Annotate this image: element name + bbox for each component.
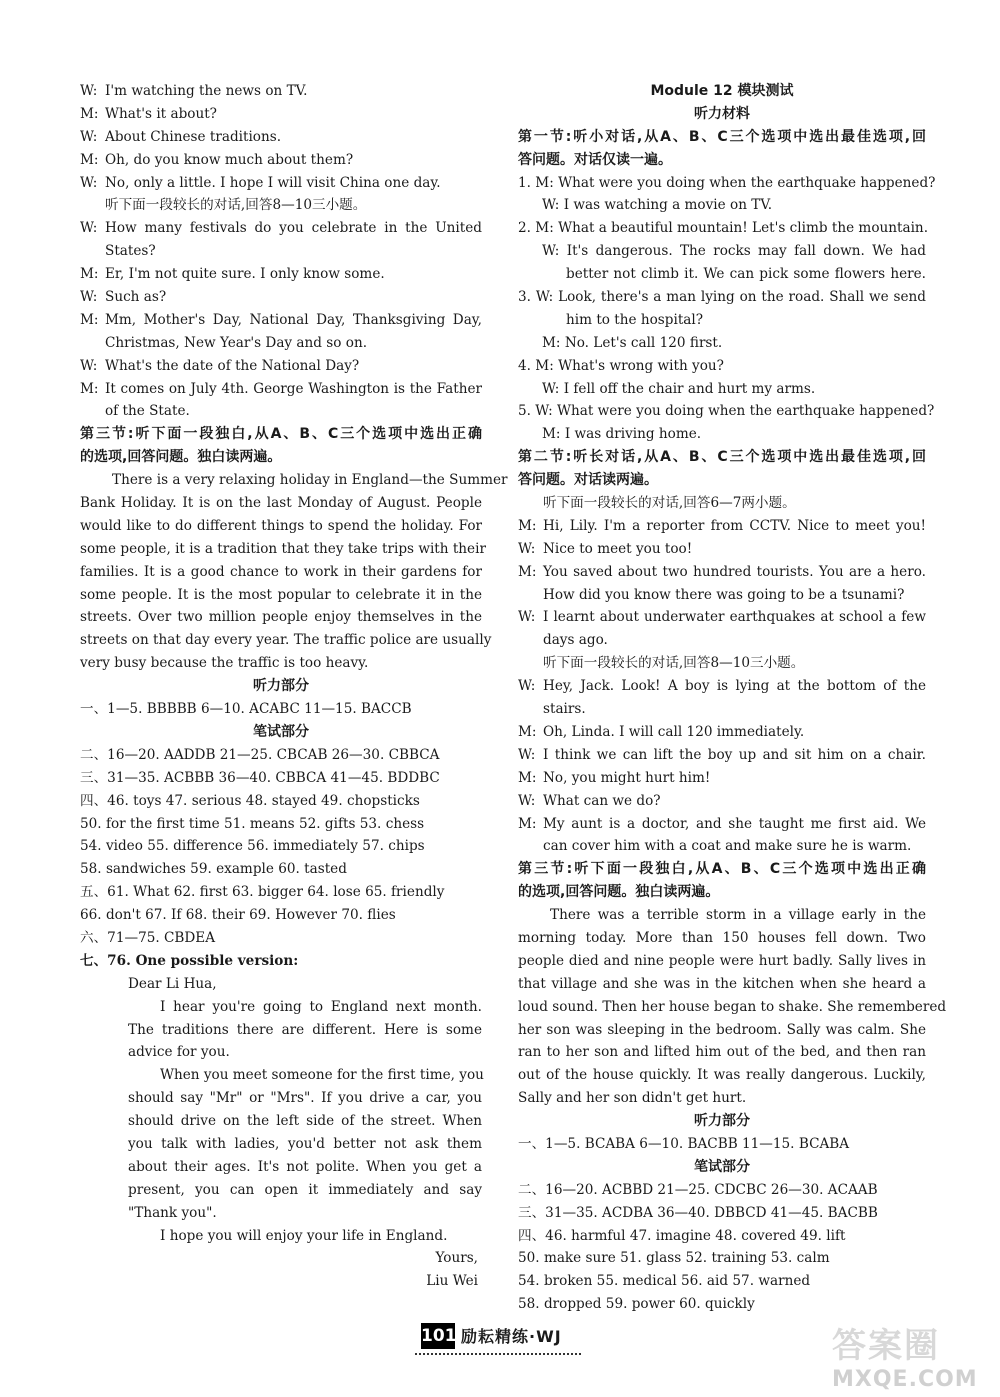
text-line — [518, 721, 926, 744]
line-text: Hey, Jack. Look! A boy is lying at the bottom of the — [543, 678, 926, 695]
text-line — [80, 126, 482, 149]
text-line — [518, 767, 926, 790]
line-text: streets. Over two million people enjoy themselves in the — [80, 609, 482, 626]
line-text: people died and nine people were hurt badly. Sally lives in — [518, 952, 926, 969]
speaker-label: W: — [80, 289, 98, 306]
line-text: What can we do? — [543, 792, 661, 809]
line-text: 2. M: What a beautiful mountain! Let's climb the mountain. — [518, 220, 929, 237]
text-line — [518, 1293, 926, 1316]
line-text: 笔试部分 — [253, 723, 309, 740]
line-text: States? — [105, 243, 156, 260]
text-line — [518, 744, 926, 767]
text-line — [518, 652, 926, 675]
speaker-label: M: — [518, 517, 537, 534]
line-text: 一、1—5. BCABA 6—10. BACBB 11—15. BCABA — [518, 1135, 850, 1152]
speaker-label: M: — [80, 266, 99, 283]
speaker-label: W: — [518, 540, 536, 557]
text-line — [518, 881, 926, 904]
line-text: families. It is a good chance to work in their gardens for — [80, 563, 482, 580]
speaker-label: W: — [80, 174, 98, 191]
line-text: 答问题。对话仅读一遍。 — [518, 151, 672, 168]
text-line — [518, 400, 935, 423]
line-text: About Chinese traditions. — [105, 128, 282, 145]
line-text: 3. W: Look, there's a man lying on the road. Shall we send — [518, 289, 926, 306]
line-text: 5. W: What were you doing when the earthquake happened? — [518, 403, 935, 420]
text-line — [518, 1179, 926, 1202]
line-text: you talk with ladies, you'd better not ask them — [128, 1135, 482, 1152]
speaker-label: W: — [80, 83, 98, 99]
text-line — [80, 355, 482, 378]
line-text: can cover him with a coat and make sure he is warm. — [543, 838, 912, 855]
line-text: 第一节:听小对话,从A、B、C三个选项中选出最佳选项,回 — [518, 128, 926, 145]
text-line — [80, 927, 482, 950]
line-text: Module 12 模块测试 — [650, 83, 794, 99]
text-line — [518, 835, 926, 858]
text-line — [518, 950, 926, 973]
line-text: 54. broken 55. medical 56. aid 57. warned — [518, 1273, 811, 1290]
line-text: 50. for the first time 51. means 52. gifts 53. chess — [80, 815, 425, 832]
text-line — [518, 1133, 926, 1156]
line-text: Liu Wei — [426, 1273, 478, 1290]
speaker-label: M: — [80, 105, 99, 122]
text-line — [518, 904, 926, 927]
line-text: ran to her son and lifted him out of the bed, and then ran — [518, 1044, 926, 1061]
text-line — [518, 996, 947, 1019]
text-line — [80, 835, 482, 858]
text-line — [518, 606, 926, 629]
line-text: 一、1—5. BBBBB 6—10. ACABC 11—15. BACCB — [80, 701, 412, 718]
line-text: You saved about two hundred tourists. You are a hero. — [543, 563, 926, 580]
text-line — [518, 194, 926, 217]
line-text: 四、46. toys 47. serious 48. stayed 49. chopsticks — [80, 792, 420, 809]
line-text: stairs. — [543, 701, 586, 718]
text-line — [80, 400, 482, 423]
speaker-label: M: — [80, 380, 99, 397]
speaker-label: W: — [518, 746, 536, 763]
line-text: M: No. Let's call 120 first. — [542, 334, 723, 351]
text-line — [80, 1247, 482, 1270]
line-text: 第三节:听下面一段独白,从A、B、C三个选项中选出正确 — [80, 426, 482, 443]
line-text: W: I fell off the chair and hurt my arms. — [542, 380, 816, 397]
line-text: of the State. — [105, 403, 190, 420]
line-text: I hear you're going to England next month. — [160, 998, 482, 1015]
text-line — [518, 1247, 926, 1270]
line-text: 的选项,回答问题。独白读两遍。 — [80, 449, 282, 466]
text-line — [518, 1156, 926, 1179]
text-line — [80, 194, 482, 217]
line-text: should say "Mr" or "Mrs". If you drive a car, you — [128, 1090, 482, 1107]
text-line — [80, 744, 482, 767]
text-line — [80, 698, 482, 721]
speaker-label: W: — [80, 357, 98, 374]
line-text: some people. It is the most popular to celebrate it in the — [80, 586, 482, 603]
line-text: 答问题。对话读两遍。 — [518, 472, 658, 489]
page-number: 101 — [421, 1323, 455, 1349]
text-line — [518, 973, 926, 996]
line-text: What's it about? — [105, 105, 217, 122]
text-line — [518, 149, 926, 172]
text-line — [80, 217, 482, 240]
line-text: M: I was driving home. — [542, 426, 702, 443]
text-line — [518, 698, 926, 721]
line-text: 听下面一段较长的对话,回答8—10三小题。 — [105, 197, 367, 214]
text-line — [518, 286, 926, 309]
right-column — [518, 80, 947, 1316]
page-footer — [415, 1321, 585, 1361]
text-line — [518, 1064, 926, 1087]
text-line — [80, 492, 482, 515]
line-text: 五、61. What 62. first 63. bigger 64. lose 65. friendly — [80, 884, 445, 901]
speaker-label: W: — [518, 609, 536, 626]
text-line — [80, 538, 486, 561]
text-line — [80, 1270, 482, 1293]
text-line — [80, 309, 482, 332]
line-text: 58. dropped 59. power 60. quickly — [518, 1296, 755, 1313]
brand-label: 励耘精练·WJ — [461, 1327, 562, 1346]
line-text: 二、16—20. ACBBD 21—25. CDCBC 26—30. ACAAB — [518, 1181, 878, 1198]
text-line — [80, 332, 482, 355]
line-text: 二、16—20. AADDB 21—25. CBCAB 26—30. CBBCA — [80, 746, 440, 763]
line-text: 听力部分 — [694, 1113, 750, 1130]
text-line — [80, 1225, 482, 1248]
watermark-url: MXQE.COM — [832, 1367, 978, 1392]
text-line — [518, 492, 926, 515]
text-line — [518, 584, 926, 607]
line-text: loud sound. Then her house began to shake. She remembered — [518, 998, 947, 1015]
text-line — [80, 1179, 482, 1202]
line-text: 1. M: What were you doing when the earthquake happened? — [518, 174, 936, 191]
text-line — [80, 80, 482, 103]
text-line — [518, 1087, 926, 1110]
line-text: When you meet someone for the first time, you — [160, 1067, 484, 1084]
text-line — [80, 1041, 482, 1064]
line-text: 听力部分 — [253, 678, 309, 695]
line-text: 第三节:听下面一段独白,从A、B、C三个选项中选出正确 — [518, 861, 926, 878]
text-line — [80, 515, 482, 538]
line-text: My aunt is a doctor, and she taught me first aid. We — [543, 815, 926, 832]
line-text: I think we can lift the boy up and sit him on a chair. — [543, 746, 926, 763]
text-line — [80, 881, 482, 904]
line-text: morning today. More than 150 houses fell down. Two — [518, 929, 926, 946]
line-text: some people, it is a tradition that they take trips with their — [80, 540, 486, 557]
text-line — [80, 1156, 482, 1179]
line-text: present, you can open it immediately and say — [128, 1181, 482, 1198]
line-text: Bank Holiday. It is on the last Monday of August. People — [80, 495, 482, 512]
line-text: There is a very relaxing holiday in England—the Summer — [112, 472, 508, 489]
text-line — [518, 126, 926, 149]
text-line — [518, 790, 926, 813]
text-line — [80, 561, 482, 584]
text-line — [518, 446, 926, 469]
text-line — [518, 1202, 926, 1225]
line-text: out of the house quickly. It was really dangerous. Luckily, — [518, 1067, 926, 1084]
footer-divider — [415, 1353, 581, 1355]
line-text: better not climb it. We can pick some flowers here. — [566, 266, 926, 283]
speaker-label: M: — [80, 311, 99, 328]
line-text: Hi, Lily. I'm a reporter from CCTV. Nice to meet you! — [543, 517, 926, 534]
text-line — [80, 904, 482, 927]
line-text: her son was sleeping in the bedroom. Sally was calm. She — [518, 1021, 926, 1038]
line-text: Yours, — [435, 1250, 478, 1267]
text-line — [80, 149, 482, 172]
text-line — [518, 858, 926, 881]
line-text: No, only a little. I hope I will visit China one day. — [105, 174, 441, 191]
text-line — [518, 515, 926, 538]
line-text: about their ages. It's not polite. When you get a — [128, 1158, 482, 1175]
line-text: Mm, Mother's Day, National Day, Thanksgiving Day, — [105, 311, 482, 328]
line-text: should drive on the left side of the street. When — [128, 1113, 482, 1130]
text-line — [80, 1133, 482, 1156]
line-text: 笔试部分 — [694, 1158, 750, 1175]
line-text: Oh, Linda. I will call 120 immediately. — [543, 723, 805, 740]
line-text: Christmas, New Year's Day and so on. — [105, 334, 368, 351]
line-text: 66. don't 67. If 68. their 69. However 70. flies — [80, 907, 396, 924]
text-line — [80, 1110, 482, 1133]
text-line — [80, 1202, 482, 1225]
text-line — [518, 332, 926, 355]
speaker-label: W: — [80, 128, 98, 145]
line-text: "Thank you". — [128, 1204, 217, 1221]
text-line — [518, 355, 926, 378]
line-text: Oh, do you know much about them? — [105, 151, 354, 168]
text-line — [80, 996, 482, 1019]
text-line — [80, 1064, 482, 1087]
line-text: 4. M: What's wrong with you? — [518, 357, 724, 374]
line-text: How many festivals do you celebrate in the United — [105, 220, 482, 237]
text-line — [518, 378, 926, 401]
line-text: 六、71—75. CBDEA — [80, 929, 216, 946]
line-text: 58. sandwiches 59. example 60. tasted — [80, 861, 347, 878]
text-line — [518, 675, 926, 698]
text-line — [80, 446, 482, 469]
line-text: It comes on July 4th. George Washington is the Father — [105, 380, 482, 397]
line-text: How did you know there was going to be a tsunami? — [543, 586, 905, 603]
speaker-label: M: — [80, 151, 99, 168]
line-text: What's the date of the National Day? — [105, 357, 360, 374]
text-line — [518, 80, 926, 103]
line-text: him to the hospital? — [566, 311, 704, 328]
line-text: Nice to meet you too! — [543, 540, 693, 557]
text-line — [80, 858, 482, 881]
line-text: 四、46. harmful 47. imagine 48. covered 49. lift — [518, 1227, 846, 1244]
text-line — [80, 378, 482, 401]
text-line — [80, 286, 482, 309]
text-line — [80, 423, 482, 446]
line-text: W: It's dangerous. The rocks may fall down. We had — [542, 243, 926, 260]
line-text: that village and she was in the kitchen when she heard a — [518, 975, 926, 992]
text-line — [518, 217, 929, 240]
text-line — [518, 1041, 926, 1064]
text-line — [518, 1225, 926, 1248]
line-text: 第二节:听长对话,从A、B、C三个选项中选出最佳选项,回 — [518, 449, 926, 466]
speaker-label: W: — [518, 792, 536, 809]
text-line — [518, 240, 926, 263]
line-text: The traditions there are different. Here is some — [128, 1021, 482, 1038]
speaker-label: M: — [518, 563, 537, 580]
text-line — [518, 103, 926, 126]
line-text: streets on that day every year. The traffic police are usually — [80, 632, 492, 649]
line-text: There was a terrible storm in a village early in the — [550, 907, 926, 924]
text-line — [80, 172, 482, 195]
text-line — [80, 790, 482, 813]
text-line — [80, 721, 482, 744]
line-text: W: I was watching a movie on TV. — [542, 197, 773, 214]
line-text: advice for you. — [128, 1044, 230, 1061]
line-text: I'm watching the news on TV. — [105, 83, 308, 99]
text-line — [518, 1019, 926, 1042]
line-text: Sally and her son didn't get hurt. — [518, 1090, 747, 1107]
speaker-label: W: — [80, 220, 98, 237]
text-line — [518, 309, 926, 332]
line-text: very busy because the traffic is too heavy. — [80, 655, 369, 672]
line-text: 听下面一段较长的对话,回答8—10三小题。 — [543, 655, 805, 672]
line-text: would like to do different things to spend the holiday. For — [80, 517, 482, 534]
text-line — [80, 813, 482, 836]
text-line — [518, 561, 926, 584]
line-text: No, you might hurt him! — [543, 769, 711, 786]
text-line — [518, 423, 926, 446]
text-line — [518, 629, 926, 652]
text-line — [80, 767, 482, 790]
text-line — [80, 950, 482, 973]
text-line — [518, 538, 926, 561]
text-line — [518, 1110, 926, 1133]
line-text: 三、31—35. ACBBB 36—40. CBBCA 41—45. BDDBC — [80, 769, 440, 786]
line-text: 听力材料 — [694, 105, 750, 122]
speaker-label: M: — [518, 769, 537, 786]
line-text: Dear Li Hua, — [128, 975, 217, 992]
text-line — [80, 973, 482, 996]
text-line — [80, 1019, 482, 1042]
text-line — [80, 629, 492, 652]
text-line — [80, 240, 482, 263]
line-text: 50. make sure 51. glass 52. training 53. calm — [518, 1250, 830, 1267]
line-text: 三、31—35. ACDBA 36—40. DBBCD 41—45. BACBB — [518, 1204, 878, 1221]
speaker-label: M: — [518, 723, 537, 740]
watermark-logo-text: 答案圈 — [832, 1326, 940, 1366]
text-line — [80, 606, 482, 629]
line-text: 54. video 55. difference 56. immediately 57. chips — [80, 838, 425, 855]
text-line — [80, 652, 482, 675]
text-line — [518, 172, 936, 195]
text-line — [80, 1087, 482, 1110]
text-line — [80, 584, 482, 607]
line-text: I hope you will enjoy your life in England. — [160, 1227, 448, 1244]
line-text: Er, I'm not quite sure. I only know some. — [105, 266, 385, 283]
line-text: 七、76. One possible version: — [80, 952, 299, 969]
text-line — [80, 469, 508, 492]
text-line — [80, 263, 482, 286]
text-line — [518, 263, 926, 286]
text-line — [518, 1270, 926, 1293]
text-line — [518, 927, 926, 950]
speaker-label: W: — [518, 678, 536, 695]
line-text: Such as? — [105, 289, 167, 306]
speaker-label: M: — [518, 815, 537, 832]
text-line — [80, 675, 482, 698]
line-text: I learnt about underwater earthquakes at school a few — [543, 609, 926, 626]
line-text: 听下面一段较长的对话,回答6—7两小题。 — [543, 495, 796, 512]
line-text: days ago. — [543, 632, 608, 649]
watermark — [832, 1318, 982, 1392]
line-text: 的选项,回答问题。独白读两遍。 — [518, 884, 720, 901]
text-line — [518, 469, 926, 492]
left-column — [80, 80, 508, 1293]
text-line — [80, 103, 482, 126]
text-line — [518, 813, 926, 836]
